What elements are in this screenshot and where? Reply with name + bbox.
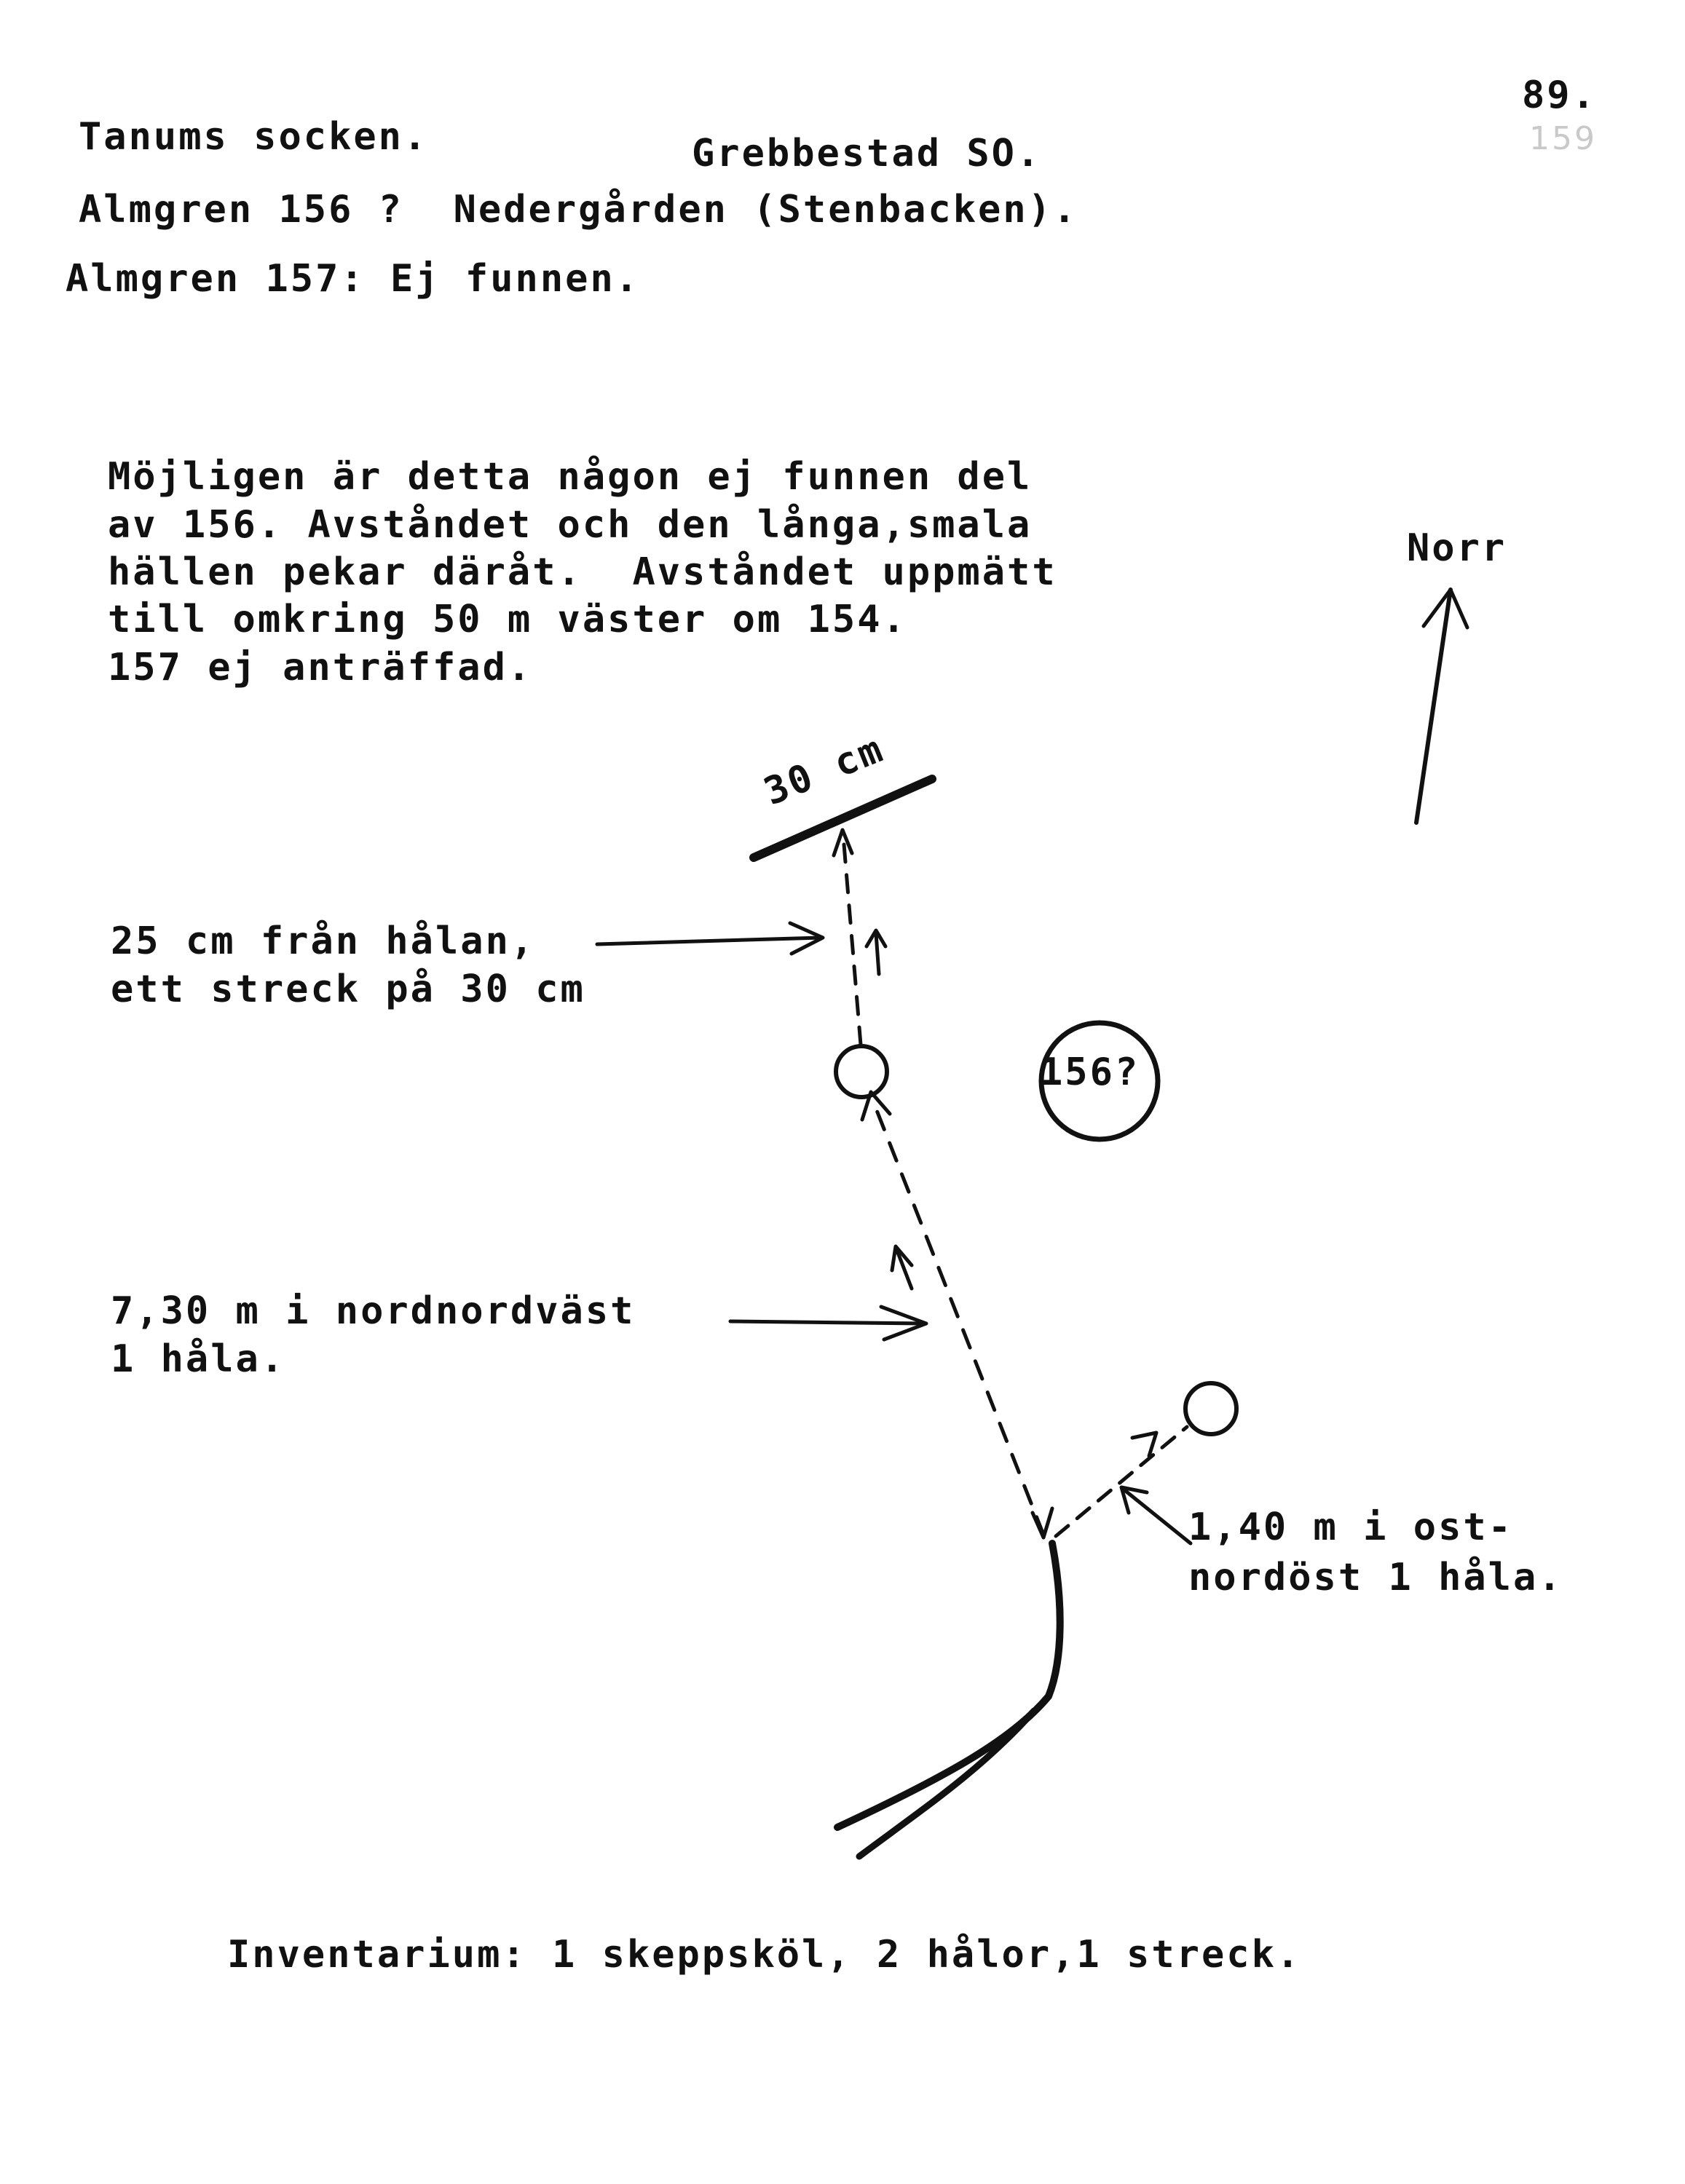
pointer-arrow-nnw [730,1321,925,1324]
header-line-almgren-156: Almgren 156 ? Nedergården (Stenbacken). [79,188,1078,232]
inventory-line: Inventarium: 1 skeppsköl, 2 hålor,1 streck. [227,1933,1302,1977]
paragraph-line: 157 ej anträffad. [108,646,533,689]
paragraph-line: hällen pekar däråt. Avståndet uppmätt [108,550,1057,594]
pencil-number: 159 [1529,120,1597,157]
dashed-line-upper [843,836,861,1045]
note-ono-line: nordöst 1 håla. [1188,1556,1563,1599]
north-label: Norr [1407,526,1507,570]
header-line-almgren-157: Almgren 157: Ej funnen. [66,257,641,301]
dashed-line-nnw [872,1099,1043,1535]
paragraph-line: till omkring 50 m väster om 154. [108,598,907,641]
paragraph-line: av 156. Avståndet och den långa,smala [108,503,1033,547]
note-streck-line: 25 cm från hålan, [111,919,536,963]
note-nnw-line: 1 håla. [111,1337,286,1381]
small-arrow-icon [876,933,879,974]
arrowhead-icon [1033,1508,1052,1538]
hole-lower-right [1185,1383,1236,1434]
north-arrow-icon [1416,590,1467,823]
line-length-label: 30 cm [758,727,891,815]
keel-line [837,1543,1060,1827]
hole-upper [836,1046,887,1097]
note-ono-line: 1,40 m i ost- [1188,1506,1513,1549]
circle-156 [1041,1023,1158,1139]
area-title: Grebbestad SO. [692,132,1042,175]
note-streck-line: ett streck på 30 cm [111,968,585,1011]
page-number: 89. [1522,74,1597,117]
circle-label-156: 156? [1040,1051,1140,1094]
pointer-arrow-streck [597,938,821,944]
paragraph-line: Möjligen är detta någon ej funnen del [108,455,1033,499]
note-nnw-line: 7,30 m i nordnordväst [111,1289,636,1333]
arrowhead-icon [1132,1433,1156,1456]
dashed-line-ono [1056,1427,1187,1536]
pointer-arrow-ono [1123,1489,1191,1543]
parish-title: Tanums socken. [79,115,429,159]
